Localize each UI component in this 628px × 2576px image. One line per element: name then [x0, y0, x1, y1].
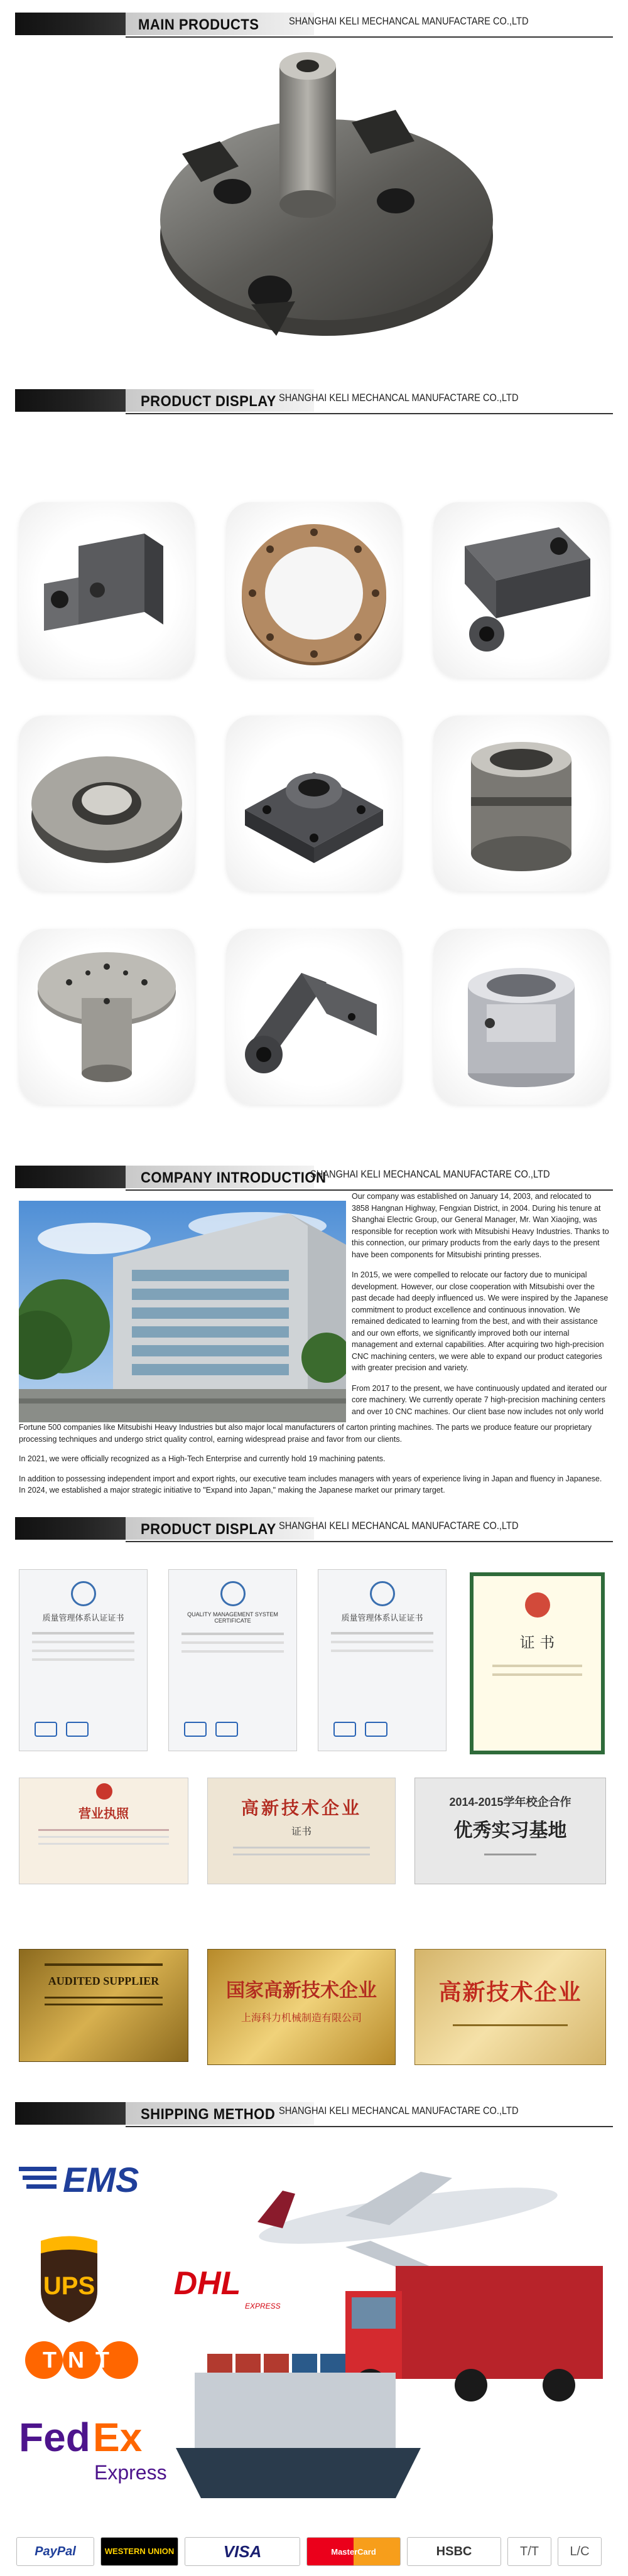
high-tech-enterprise-certificate[interactable]: 高新技术企业 证书 [207, 1778, 396, 1884]
product-block-image [19, 502, 195, 678]
section-title: PRODUCT DISPLAY [141, 1521, 276, 1538]
national-high-tech-plaque[interactable]: 国家高新技术企业 上海科力机械制造有限公司 [207, 1949, 396, 2065]
product-card[interactable] [19, 502, 195, 678]
company-name: SHANGHAI KELI MECHANCAL MANUFACTARE CO.,LTD [279, 1520, 519, 1532]
paypal-badge: PayPal [16, 2537, 94, 2566]
product-shaft-plate-image [19, 929, 195, 1105]
product-ring-image [226, 502, 402, 678]
company-intro-header [15, 1163, 613, 1191]
product-bracket-image [433, 502, 609, 678]
tnt-logo [25, 2341, 138, 2379]
intro-paragraph: Our company was established on January 14, 2003, and relocated to 3858 Hangnan Highway, Fengxian District, in 2004. During his tenure at Shanghai Electric Group, our General Manager, Mr. Wan Xiaojing, was responsible for reception work with Mitsubishi Heavy Industries. Thanks to this connection, our primary products from the early days to the present have been components for Mitsubishi printing presses. [352, 1192, 609, 1259]
company-name: SHANGHAI KELI MECHANCAL MANUFACTARE CO.,LTD [279, 392, 519, 404]
payment-methods-row [16, 2537, 613, 2567]
product-card[interactable] [226, 502, 402, 678]
iso-certificate-english[interactable]: QUALITY MANAGEMENT SYSTEM CERTIFICATE [168, 1569, 297, 1751]
main-products-header [15, 10, 613, 38]
product-card[interactable] [433, 929, 609, 1105]
mastercard-badge: MasterCard [306, 2537, 401, 2566]
fedex-fed-text: Fed [19, 2415, 90, 2460]
honor-certificate[interactable]: 证 书 [470, 1572, 605, 1754]
section-title: SHIPPING METHOD [141, 2106, 276, 2123]
section-title: MAIN PRODUCTS [138, 16, 259, 33]
ups-text: UPS [43, 2272, 95, 2300]
factory-building-photo [19, 1201, 346, 1422]
iso-certificate[interactable]: 质量管理体系认证证书 [19, 1569, 148, 1751]
product-flange-image [226, 716, 402, 891]
product-card[interactable] [433, 716, 609, 891]
audited-supplier-plaque[interactable]: AUDITED SUPPLIER [19, 1949, 188, 2062]
intro-paragraph: In addition to possessing independent import and export rights, our executive team includes managers with years of experience living in Japan and fluency in Japanese. In 2024, we established a major strategic initiative to "Expand into Japan," making the Japanese market our primary target. [19, 1474, 602, 1495]
main-product-image [144, 47, 496, 342]
product-display-header [15, 387, 613, 414]
product-cylinder-image [433, 716, 609, 891]
intro-paragraph: Fortune 500 companies like Mitsubishi Heavy Industries but also major local manufacturers of carton printing machines. The parts we produce feature our proprietary processing techniques and undergo strict quality control, earning widespread praise and favor from our clients. [19, 1423, 592, 1444]
dhl-express-text: EXPRESS [245, 2302, 281, 2310]
company-intro-text [352, 1191, 610, 1417]
header-black-tab [15, 13, 126, 35]
western-union-badge: WESTERN UNION [100, 2537, 178, 2566]
company-name: SHANGHAI KELI MECHANCAL MANUFACTARE CO.,LTD [279, 2105, 519, 2117]
company-name: SHANGHAI KELI MECHANCAL MANUFACTARE CO.,LTD [310, 1168, 550, 1180]
tt-badge: T/T [507, 2537, 551, 2566]
fedex-ex-text: Ex [93, 2415, 143, 2460]
fedex-express-text: Express [94, 2461, 167, 2484]
product-arm-image [226, 929, 402, 1105]
section-title: COMPANY INTRODUCTION [141, 1169, 327, 1186]
company-intro-text-full [19, 1422, 610, 1505]
product-disc-image [19, 716, 195, 891]
dhl-text: DHL [173, 2265, 241, 2302]
container-ship-image [176, 2354, 421, 2498]
intro-paragraph: In 2021, we were officially recognized as a High-Tech Enterprise and currently hold 19 machining patents. [19, 1454, 386, 1463]
intro-paragraph: From 2017 to the present, we have continuously updated and iterated our core machinery. We currently operate 7 high-precision machining centers and over 10 CNC machines. Our client base now includes not only world [352, 1383, 607, 1416]
product-card[interactable] [226, 929, 402, 1105]
lc-badge: L/C [558, 2537, 602, 2566]
ems-text: EMS [63, 2160, 139, 2199]
shipping-banner [19, 2147, 610, 2523]
product-card[interactable] [226, 716, 402, 891]
iso-certificate[interactable]: 质量管理体系认证证书 [318, 1569, 447, 1751]
product-display-2-header [15, 1515, 613, 1542]
business-license[interactable]: 营业执照 [19, 1778, 188, 1884]
internship-base-plaque[interactable]: 2014-2015学年校企合作 优秀实习基地 [414, 1778, 606, 1884]
section-title: PRODUCT DISPLAY [141, 393, 276, 410]
tnt-text: TNT [43, 2347, 121, 2373]
hsbc-badge: HSBC [407, 2537, 501, 2566]
product-card[interactable] [19, 716, 195, 891]
product-housing-image [433, 929, 609, 1105]
company-name: SHANGHAI KELI MECHANCAL MANUFACTARE CO.,LTD [289, 15, 529, 27]
shipping-method-header [15, 2100, 613, 2127]
high-tech-enterprise-plaque[interactable]: 高新技术企业 [414, 1949, 606, 2065]
visa-badge: VISA [185, 2537, 300, 2566]
ups-logo [41, 2236, 97, 2323]
product-card[interactable] [433, 502, 609, 678]
intro-paragraph: In 2015, we were compelled to relocate our factory due to municipal development. However, our close cooperation with Mitsubishi over the past decade had deeply influenced us. We were inspired by the Japanese commitment to product excellence and continuous innovation. We remained dedicated to learning from the best, and with their assistance and our own efforts, we significantly improved both our internal management and external capabilities. After acquiring two high-precision CNC machining centers, we were able to expand our product categories with greater precision and variety. [352, 1270, 609, 1372]
product-card[interactable] [19, 929, 195, 1105]
